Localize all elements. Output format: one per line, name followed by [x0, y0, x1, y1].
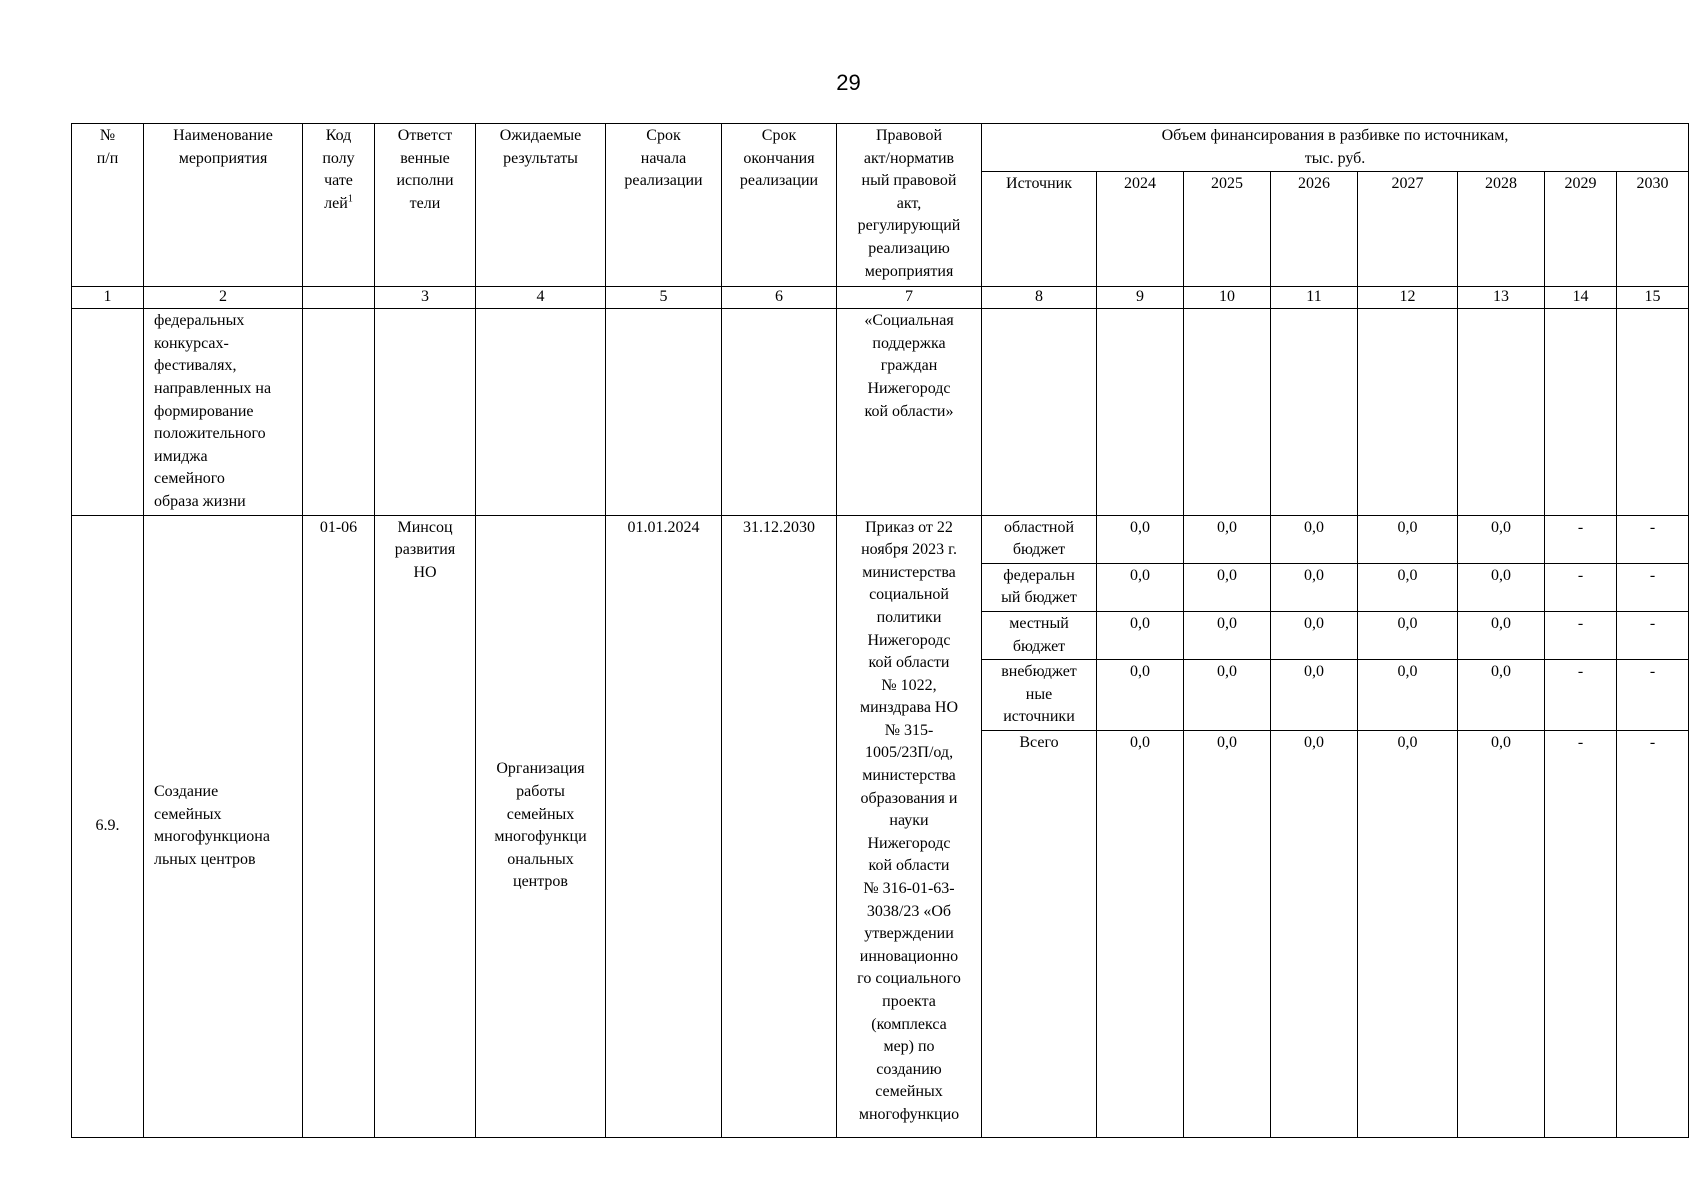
header-year: 2030: [1617, 172, 1689, 287]
funding-source: местный бюджет: [982, 611, 1097, 659]
header-responsible: Ответст венные исполни тели: [375, 124, 476, 287]
header-year: 2029: [1545, 172, 1617, 287]
funding-value: -: [1617, 515, 1689, 563]
funding-value: 0,0: [1184, 730, 1271, 1137]
funding-value: -: [1545, 515, 1617, 563]
header-year: 2025: [1184, 172, 1271, 287]
funding-value: -: [1617, 563, 1689, 611]
column-number: 3: [375, 287, 476, 309]
funding-value: -: [1617, 730, 1689, 1137]
funding-value: 0,0: [1358, 563, 1458, 611]
funding-value: 0,0: [1184, 611, 1271, 659]
column-number-row: [72, 287, 1689, 309]
funding-value: 0,0: [1184, 563, 1271, 611]
item-number: 6.9.: [72, 515, 144, 1137]
funding-source-total: Всего: [982, 730, 1097, 1137]
column-number: 10: [1184, 287, 1271, 309]
funding-source: федеральн ый бюджет: [982, 563, 1097, 611]
funding-value: -: [1545, 611, 1617, 659]
header-name: Наименование мероприятия: [144, 124, 303, 287]
funding-value: 0,0: [1184, 660, 1271, 731]
funding-value: 0,0: [1458, 611, 1545, 659]
item-end-date: 31.12.2030: [722, 515, 837, 1137]
funding-value: -: [1545, 563, 1617, 611]
funding-value: 0,0: [1458, 660, 1545, 731]
column-number: 14: [1545, 287, 1617, 309]
header-funding: Объем финансирования в разбивке по источникам, тыс. руб.: [982, 124, 1689, 172]
cell-empty: [476, 309, 606, 515]
funding-value: 0,0: [1097, 515, 1184, 563]
funding-value: 0,0: [1458, 563, 1545, 611]
column-number: 8: [982, 287, 1097, 309]
column-number: 9: [1097, 287, 1184, 309]
cell-empty: [1271, 309, 1358, 515]
item-legal-act: Приказ от 22 ноября 2023 г. министерства социальной политики Нижегородс кой области № 1022, минздрава НО № 315- 1005/23П/од, министерства образования и науки Нижегородс кой области № 316-01-63- 3038/23 «Об утверждении инновационно го социального проекта (комплекса мер) по созданию семейных многофункцио: [837, 515, 982, 1137]
funding-value: 0,0: [1097, 730, 1184, 1137]
header-results: Ожидаемые результаты: [476, 124, 606, 287]
funding-value: 0,0: [1271, 515, 1358, 563]
continuation-row: [72, 309, 1689, 515]
header-code-text: Код полу чате лей: [322, 127, 355, 212]
cell-empty: [72, 309, 144, 515]
column-number: 4: [476, 287, 606, 309]
cell-empty: [1097, 309, 1184, 515]
funding-value: 0,0: [1271, 730, 1358, 1137]
funding-value: 0,0: [1458, 730, 1545, 1137]
table-row: [72, 515, 1689, 563]
header-legal-act: Правовой акт/норматив ный правовой акт, регулирующий реализацию мероприятия: [837, 124, 982, 287]
header-num: № п/п: [72, 124, 144, 287]
funding-value: 0,0: [1358, 660, 1458, 731]
header-year: 2028: [1458, 172, 1545, 287]
column-number: 13: [1458, 287, 1545, 309]
cell-empty: [1458, 309, 1545, 515]
funding-source: внебюджет ные источники: [982, 660, 1097, 731]
funding-source: областной бюджет: [982, 515, 1097, 563]
funding-value: 0,0: [1358, 515, 1458, 563]
cell-empty: [1617, 309, 1689, 515]
funding-value: 0,0: [1358, 730, 1458, 1137]
header-year: 2024: [1097, 172, 1184, 287]
column-number: [303, 287, 375, 309]
column-number: 12: [1358, 287, 1458, 309]
cell-empty: [375, 309, 476, 515]
cell-empty: [1545, 309, 1617, 515]
cell-empty: [982, 309, 1097, 515]
header-start: Срок начала реализации: [606, 124, 722, 287]
cell-empty: [303, 309, 375, 515]
item-name: Создание семейных многофункциона льных центров: [144, 515, 303, 1137]
continuation-name: федеральных конкурсах- фестивалях, направленных на формирование положительного имиджа семейного образа жизни: [144, 309, 303, 515]
column-number: 5: [606, 287, 722, 309]
header-end: Срок окончания реализации: [722, 124, 837, 287]
page-number: 29: [836, 70, 861, 95]
funding-value: 0,0: [1097, 563, 1184, 611]
column-number: 6: [722, 287, 837, 309]
funding-value: -: [1545, 730, 1617, 1137]
column-number: 11: [1271, 287, 1358, 309]
funding-value: 0,0: [1097, 660, 1184, 731]
cell-empty: [1184, 309, 1271, 515]
header-code-footnote: 1: [347, 193, 353, 205]
funding-value: -: [1545, 660, 1617, 731]
item-start-date: 01.01.2024: [606, 515, 722, 1137]
header-source: Источник: [982, 172, 1097, 287]
funding-value: 0,0: [1271, 611, 1358, 659]
funding-value: 0,0: [1271, 563, 1358, 611]
column-number: 1: [72, 287, 144, 309]
header-year: 2026: [1271, 172, 1358, 287]
column-number: 2: [144, 287, 303, 309]
funding-value: 0,0: [1358, 611, 1458, 659]
funding-value: -: [1617, 660, 1689, 731]
continuation-legal-act: «Социальная поддержка граждан Нижегородс кой области»: [837, 309, 982, 515]
item-responsible: Минсоц развития НО: [375, 515, 476, 1137]
header-code: [303, 124, 375, 287]
funding-value: 0,0: [1458, 515, 1545, 563]
header-year: 2027: [1358, 172, 1458, 287]
funding-value: 0,0: [1097, 611, 1184, 659]
funding-value: -: [1617, 611, 1689, 659]
cell-empty: [1358, 309, 1458, 515]
cell-empty: [722, 309, 837, 515]
item-results: Организация работы семейных многофункци ональных центров: [476, 515, 606, 1137]
cell-empty: [606, 309, 722, 515]
item-code: 01-06: [303, 515, 375, 1137]
program-table: [71, 123, 1689, 1138]
funding-value: 0,0: [1271, 660, 1358, 731]
header-row: [72, 124, 1689, 172]
column-number: 15: [1617, 287, 1689, 309]
funding-value: 0,0: [1184, 515, 1271, 563]
column-number: 7: [837, 287, 982, 309]
